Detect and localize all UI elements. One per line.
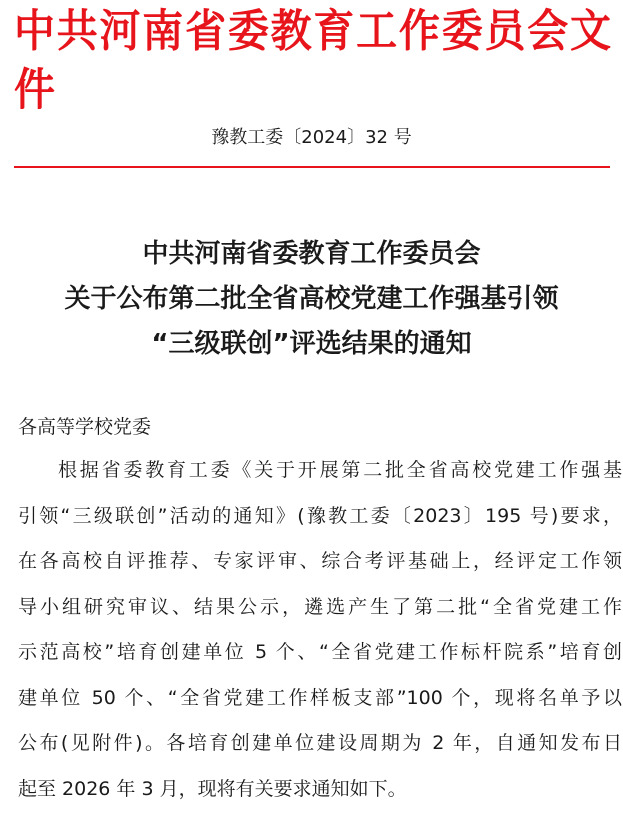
title-line: “三级联创”评选结果的通知: [0, 322, 623, 367]
body-line: 起至 2026 年 3 月，现将有关要求通知如下。: [18, 775, 622, 820]
body-text: [18, 456, 622, 820]
red-divider-line: [14, 166, 610, 168]
body-line: 引领“三级联创”活动的通知》(豫教工委〔2023〕195 号)要求，: [18, 502, 622, 548]
body-line: 建单位 50 个、“全省党建工作样板支部”100 个，现将名单予以: [18, 684, 622, 730]
body-line: 在各高校自评推荐、专家评审、综合考评基础上，经评定工作领: [18, 547, 622, 593]
notice-title: [0, 232, 623, 367]
salutation: 各高等学校党委: [18, 413, 151, 441]
body-line: 导小组研究审议、结果公示，遴选产生了第二批“全省党建工作: [18, 593, 622, 639]
document-header-title: 中共河南省委教育工作委员会文件: [14, 2, 610, 119]
body-line: 根据省委教育工委《关于开展第二批全省高校党建工作强基: [18, 456, 622, 502]
body-line: 示范高校”培育创建单位 5 个、“全省党建工作标杆院系”培育创: [18, 638, 622, 684]
body-line: 公布(见附件)。各培育创建单位建设周期为 2 年，自通知发布日: [18, 729, 622, 775]
title-line: 中共河南省委教育工作委员会: [0, 232, 623, 277]
document-number: 豫教工委〔2024〕32 号: [0, 124, 623, 152]
title-line: 关于公布第二批全省高校党建工作强基引领: [0, 277, 623, 322]
